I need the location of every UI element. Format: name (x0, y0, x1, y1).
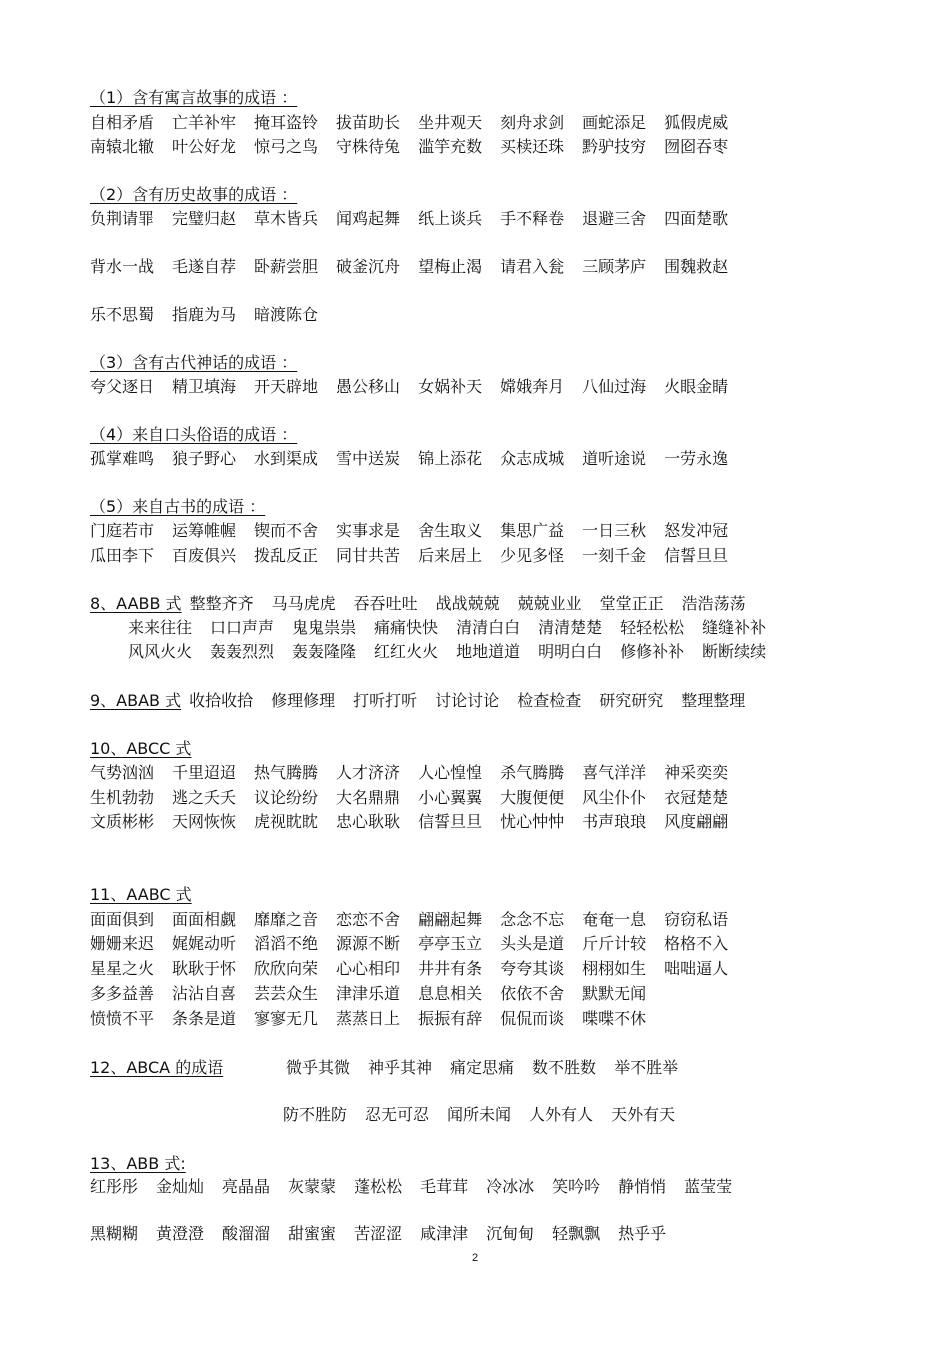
idiom: 议论纷纷 (254, 788, 319, 807)
idiom: 欣欣向荣 (254, 959, 319, 978)
section-13-row-1 (90, 1176, 750, 1198)
idiom: 女娲补天 (418, 377, 483, 396)
section-8-row-1 (90, 593, 764, 615)
idiom: 静悄悄 (618, 1177, 667, 1196)
idiom: 风度翩翩 (664, 812, 729, 831)
idiom: 依依不舍 (500, 984, 565, 1003)
idiom: 娓娓动听 (172, 934, 237, 953)
idiom: 雪中送炭 (336, 449, 401, 468)
idiom: 书声琅琅 (582, 812, 647, 831)
idiom: 三顾茅庐 (582, 257, 647, 276)
idiom: 完璧归赵 (172, 209, 237, 228)
idiom: 讨论讨论 (435, 691, 500, 710)
idiom: 门庭若市 (90, 521, 155, 540)
section-8-row-3 (128, 641, 784, 663)
idiom: 酸溜溜 (222, 1224, 271, 1243)
idiom: 天网恢恢 (172, 812, 237, 831)
idiom: 千里迢迢 (172, 763, 237, 782)
idiom: 愚公移山 (336, 377, 401, 396)
idiom: 叶公好龙 (172, 137, 237, 156)
idiom: 笑吟吟 (552, 1177, 601, 1196)
idiom: 刻舟求剑 (500, 113, 565, 132)
idiom: 防不胜防 (283, 1105, 348, 1124)
idiom: 画蛇添足 (582, 113, 647, 132)
idiom: 集思广益 (500, 521, 565, 540)
idiom: 瓜田李下 (90, 546, 155, 565)
idiom: 大腹便便 (500, 788, 565, 807)
idiom: 小心翼翼 (418, 788, 483, 807)
idiom: 热乎乎 (618, 1224, 667, 1243)
idiom: 手不释卷 (500, 209, 565, 228)
section-3-row-1 (90, 376, 746, 398)
idiom: 杀气腾腾 (500, 763, 565, 782)
idiom: 侃侃而谈 (500, 1009, 565, 1028)
section-10-heading: 10、ABCC 式 (90, 739, 192, 758)
idiom: 芸芸众生 (254, 984, 319, 1003)
section-12-heading: 12、ABCA 的成语 (90, 1058, 224, 1077)
idiom: 战战兢兢 (435, 594, 500, 613)
idiom: 蓬松松 (354, 1177, 403, 1196)
idiom: 栩栩如生 (582, 959, 647, 978)
idiom: 蒸蒸日上 (336, 1009, 401, 1028)
idiom: 缝缝补补 (702, 618, 767, 637)
idiom: 马马虎虎 (271, 594, 336, 613)
idiom: 明明白白 (538, 642, 603, 661)
idiom: 头头是道 (500, 934, 565, 953)
section-2-row-1 (90, 208, 746, 230)
idiom: 滥竽充数 (418, 137, 483, 156)
idiom: 打听打听 (353, 691, 418, 710)
section-12-row-1-words (286, 1058, 696, 1077)
idiom: 口口声声 (210, 618, 275, 637)
idiom: 格格不入 (664, 934, 729, 953)
idiom: 守株待兔 (336, 137, 401, 156)
idiom: 闻所未闻 (447, 1105, 512, 1124)
idiom: 退避三舍 (582, 209, 647, 228)
idiom: 背水一战 (90, 257, 155, 276)
idiom: 条条是道 (172, 1009, 237, 1028)
idiom: 喜气洋洋 (582, 763, 647, 782)
section-5-heading: （5）来自古书的成语 ： (90, 497, 266, 516)
idiom: 同甘共苦 (336, 546, 401, 565)
section-2-row-2 (90, 256, 746, 278)
idiom: 卧薪尝胆 (254, 257, 319, 276)
idiom: 狼子野心 (172, 449, 237, 468)
idiom: 围魏救赵 (664, 257, 729, 276)
idiom: 来来往往 (128, 618, 193, 637)
idiom: 负荆请罪 (90, 209, 155, 228)
section-9-row-1 (90, 690, 763, 712)
section-11-row-3 (90, 958, 746, 980)
page-number: 2 (471, 1252, 479, 1264)
idiom: 滔滔不绝 (254, 934, 319, 953)
idiom: 信誓旦旦 (664, 546, 729, 565)
section-8-row-2 (128, 617, 784, 639)
section-1-row-2 (90, 136, 746, 158)
idiom: 念念不忘 (500, 910, 565, 929)
idiom: 大名鼎鼎 (336, 788, 401, 807)
idiom: 窃窃私语 (664, 910, 729, 929)
idiom: 面面相觑 (172, 910, 237, 929)
section-9-heading: 9、ABAB 式 (90, 691, 182, 710)
idiom: 轰轰隆隆 (292, 642, 357, 661)
idiom: 拨乱反正 (254, 546, 319, 565)
section-13-heading: 13、ABB 式: (90, 1154, 186, 1173)
idiom: 津津乐道 (336, 984, 401, 1003)
section-10-row-2 (90, 787, 746, 809)
idiom: 夸父逐日 (90, 377, 155, 396)
idiom: 逃之夭夭 (172, 788, 237, 807)
idiom: 断断续续 (702, 642, 767, 661)
idiom: 翩翩起舞 (418, 910, 483, 929)
section-5-row-1 (90, 520, 746, 542)
section-1-row-1 (90, 112, 746, 134)
section-4-heading: （4）来自口头俗语的成语 ： (90, 425, 298, 444)
idiom: 举不胜举 (614, 1058, 679, 1077)
idiom: 沾沾自喜 (172, 984, 237, 1003)
idiom: 清清楚楚 (538, 618, 603, 637)
idiom: 锦上添花 (418, 449, 483, 468)
idiom: 嫦娥奔月 (500, 377, 565, 396)
idiom: 收拾收拾 (189, 691, 254, 710)
section-4-row-1 (90, 448, 746, 470)
idiom: 文质彬彬 (90, 812, 155, 831)
idiom: 水到渠成 (254, 449, 319, 468)
idiom: 请君入瓮 (500, 257, 565, 276)
idiom: 恋恋不舍 (336, 910, 401, 929)
idiom: 囫囵吞枣 (664, 137, 729, 156)
idiom: 红彤彤 (90, 1177, 139, 1196)
idiom: 自相矛盾 (90, 113, 155, 132)
idiom: 坐井观天 (418, 113, 483, 132)
idiom: 精卫填海 (172, 377, 237, 396)
idiom: 人外有人 (529, 1105, 594, 1124)
section-8-heading: 8、AABB 式 (90, 594, 182, 613)
idiom: 后来居上 (418, 546, 483, 565)
idiom: 亡羊补牢 (172, 113, 237, 132)
idiom: 掩耳盗铃 (254, 113, 319, 132)
section-11-row-4 (90, 983, 664, 1005)
idiom: 痛定思痛 (450, 1058, 515, 1077)
section-11-row-2 (90, 933, 746, 955)
idiom: 兢兢业业 (517, 594, 582, 613)
idiom: 沉甸甸 (486, 1224, 535, 1243)
idiom: 修理修理 (271, 691, 336, 710)
section-10-row-1 (90, 762, 746, 784)
section-1-heading: （1）含有寓言故事的成语 ： (90, 88, 298, 107)
idiom: 风风火火 (128, 642, 193, 661)
idiom: 浩浩荡荡 (681, 594, 746, 613)
idiom: 轻飘飘 (552, 1224, 601, 1243)
idiom: 众志成城 (500, 449, 565, 468)
idiom: 耿耿于怀 (172, 959, 237, 978)
idiom: 检查检查 (517, 691, 582, 710)
idiom: 金灿灿 (156, 1177, 205, 1196)
idiom: 气势汹汹 (90, 763, 155, 782)
idiom: 拔苗助长 (336, 113, 401, 132)
idiom: 甜蜜蜜 (288, 1224, 337, 1243)
idiom: 多多益善 (90, 984, 155, 1003)
idiom: 灰蒙蒙 (288, 1177, 337, 1196)
idiom: 衣冠楚楚 (664, 788, 729, 807)
idiom: 开天辟地 (254, 377, 319, 396)
idiom: 狐假虎威 (664, 113, 729, 132)
section-11-heading: 11、AABC 式 (90, 885, 192, 904)
idiom: 亮晶晶 (222, 1177, 271, 1196)
idiom: 指鹿为马 (172, 305, 237, 324)
idiom: 堂堂正正 (599, 594, 664, 613)
idiom: 风尘仆仆 (582, 788, 647, 807)
idiom: 面面俱到 (90, 910, 155, 929)
section-12-row-1 (90, 1057, 696, 1079)
idiom: 一劳永逸 (664, 449, 729, 468)
idiom: 喋喋不休 (582, 1009, 647, 1028)
idiom: 振振有辞 (418, 1009, 483, 1028)
section-11-row-1 (90, 909, 746, 931)
idiom: 八仙过海 (582, 377, 647, 396)
idiom: 姗姗来迟 (90, 934, 155, 953)
idiom: 天外有天 (611, 1105, 676, 1124)
idiom: 火眼金睛 (664, 377, 729, 396)
section-8-row-1-words (190, 594, 764, 613)
section-13-row-2 (90, 1223, 684, 1245)
idiom: 纸上谈兵 (418, 209, 483, 228)
idiom: 奄奄一息 (582, 910, 647, 929)
idiom: 望梅止渴 (418, 257, 483, 276)
idiom: 井井有条 (418, 959, 483, 978)
idiom: 一日三秋 (582, 521, 647, 540)
section-5-row-2 (90, 545, 746, 567)
idiom: 买椟还珠 (500, 137, 565, 156)
idiom: 怒发冲冠 (664, 521, 729, 540)
section-2-row-3 (90, 304, 336, 326)
idiom: 毛茸茸 (420, 1177, 469, 1196)
idiom: 源源不断 (336, 934, 401, 953)
idiom: 愤愤不平 (90, 1009, 155, 1028)
idiom: 黑糊糊 (90, 1224, 139, 1243)
idiom: 一刻千金 (582, 546, 647, 565)
idiom: 寥寥无几 (254, 1009, 319, 1028)
idiom: 忠心耿耿 (336, 812, 401, 831)
idiom: 少见多怪 (500, 546, 565, 565)
idiom: 乐不思蜀 (90, 305, 155, 324)
idiom: 黄澄澄 (156, 1224, 205, 1243)
idiom: 忧心忡忡 (500, 812, 565, 831)
idiom: 红红火火 (374, 642, 439, 661)
idiom: 运筹帷幄 (172, 521, 237, 540)
section-12-row-2 (283, 1104, 693, 1126)
idiom: 苦涩涩 (354, 1224, 403, 1243)
idiom: 信誓旦旦 (418, 812, 483, 831)
idiom: 毛遂自荐 (172, 257, 237, 276)
idiom: 鬼鬼祟祟 (292, 618, 357, 637)
idiom: 整整齐齐 (189, 594, 254, 613)
idiom: 舍生取义 (418, 521, 483, 540)
section-10-row-3 (90, 811, 746, 833)
idiom: 破釜沉舟 (336, 257, 401, 276)
section-2-heading: （2）含有历史故事的成语 ： (90, 185, 298, 204)
idiom: 生机勃勃 (90, 788, 155, 807)
idiom: 虎视眈眈 (254, 812, 319, 831)
idiom: 黔驴技穷 (582, 137, 647, 156)
idiom: 清清白白 (456, 618, 521, 637)
idiom: 实事求是 (336, 521, 401, 540)
idiom: 人才济济 (336, 763, 401, 782)
idiom: 地地道道 (456, 642, 521, 661)
idiom: 轰轰烈烈 (210, 642, 275, 661)
idiom: 热气腾腾 (254, 763, 319, 782)
idiom: 蓝莹莹 (684, 1177, 733, 1196)
idiom: 道听途说 (582, 449, 647, 468)
section-9-row-1-words (189, 691, 763, 710)
idiom: 数不胜数 (532, 1058, 597, 1077)
idiom: 草木皆兵 (254, 209, 319, 228)
idiom: 暗渡陈仓 (254, 305, 319, 324)
idiom: 咸津津 (420, 1224, 469, 1243)
idiom: 惊弓之鸟 (254, 137, 319, 156)
idiom: 息息相关 (418, 984, 483, 1003)
idiom: 人心惶惶 (418, 763, 483, 782)
section-3-heading: （3）含有古代神话的成语 ： (90, 353, 298, 372)
idiom: 心心相印 (336, 959, 401, 978)
idiom: 闻鸡起舞 (336, 209, 401, 228)
idiom: 夸夸其谈 (500, 959, 565, 978)
idiom: 四面楚歌 (664, 209, 729, 228)
idiom: 亭亭玉立 (418, 934, 483, 953)
idiom: 痛痛快快 (374, 618, 439, 637)
idiom: 南辕北辙 (90, 137, 155, 156)
idiom: 神乎其神 (368, 1058, 433, 1077)
idiom: 吞吞吐吐 (353, 594, 418, 613)
idiom: 靡靡之音 (254, 910, 319, 929)
idiom: 修修补补 (620, 642, 685, 661)
section-11-row-5 (90, 1008, 664, 1030)
idiom: 整理整理 (681, 691, 746, 710)
idiom: 锲而不舍 (254, 521, 319, 540)
idiom: 默默无闻 (582, 984, 647, 1003)
idiom: 神采奕奕 (664, 763, 729, 782)
idiom: 忍无可忍 (365, 1105, 430, 1124)
idiom: 研究研究 (599, 691, 664, 710)
idiom: 冷冰冰 (486, 1177, 535, 1196)
idiom: 微乎其微 (286, 1058, 351, 1077)
idiom: 百废俱兴 (172, 546, 237, 565)
idiom: 轻轻松松 (620, 618, 685, 637)
idiom: 星星之火 (90, 959, 155, 978)
idiom: 咄咄逼人 (664, 959, 729, 978)
idiom: 斤斤计较 (582, 934, 647, 953)
idiom: 孤掌难鸣 (90, 449, 155, 468)
